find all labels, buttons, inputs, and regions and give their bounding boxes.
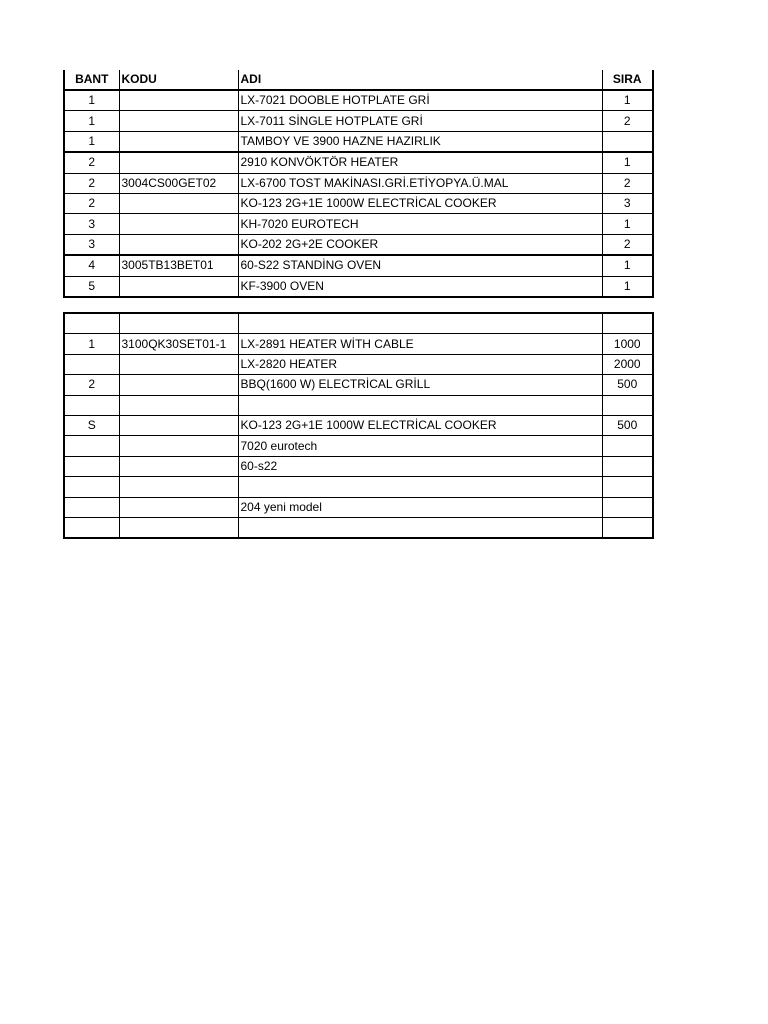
- cell-adi: [238, 313, 602, 334]
- cell-kodu: [119, 193, 238, 213]
- cell-bant: 2: [64, 193, 119, 213]
- cell-kodu: [119, 90, 238, 111]
- table-row: [64, 214, 653, 234]
- cell-sira: 500: [602, 415, 653, 435]
- table-row: [64, 395, 653, 415]
- table-row: [64, 334, 653, 354]
- cell-sira: [602, 456, 653, 476]
- cell-sira: 500: [602, 375, 653, 395]
- cell-sira: 3: [602, 193, 653, 213]
- cell-kodu: 3005TB13BET01: [119, 255, 238, 276]
- cell-adi: 60-s22: [238, 456, 602, 476]
- cell-bant: [64, 395, 119, 415]
- cell-bant: 3: [64, 234, 119, 255]
- cell-kodu: [119, 517, 238, 538]
- cell-adi: LX-6700 TOST MAKİNASI.GRİ.ETİYOPYA.Ü.MAL: [238, 173, 602, 193]
- cell-adi: LX-7011 SİNGLE HOTPLATE GRİ: [238, 111, 602, 131]
- cell-adi: 7020 eurotech: [238, 436, 602, 456]
- cell-bant: 1: [64, 111, 119, 131]
- cell-kodu: [119, 214, 238, 234]
- table-row: [64, 255, 653, 276]
- header-row: [64, 70, 653, 90]
- cell-kodu: [119, 477, 238, 497]
- cell-bant: [64, 313, 119, 334]
- cell-sira: 1: [602, 255, 653, 276]
- cell-kodu: [119, 497, 238, 517]
- cell-kodu: 3100QK30SET01-1: [119, 334, 238, 354]
- cell-bant: 1: [64, 334, 119, 354]
- table-row: [64, 477, 653, 497]
- cell-kodu: [119, 395, 238, 415]
- secondary-table: [63, 312, 654, 539]
- cell-kodu: [119, 375, 238, 395]
- cell-kodu: [119, 234, 238, 255]
- cell-bant: 2: [64, 152, 119, 173]
- cell-sira: 1: [602, 214, 653, 234]
- cell-adi: 204 yeni model: [238, 497, 602, 517]
- cell-adi: LX-2891 HEATER WİTH CABLE: [238, 334, 602, 354]
- cell-kodu: [119, 276, 238, 297]
- table-row: [64, 375, 653, 395]
- cell-sira: [602, 395, 653, 415]
- cell-bant: 1: [64, 90, 119, 111]
- table-row: [64, 436, 653, 456]
- table-row: [64, 152, 653, 173]
- cell-bant: S: [64, 415, 119, 435]
- cell-bant: [64, 517, 119, 538]
- cell-bant: 5: [64, 276, 119, 297]
- table-row: [64, 276, 653, 297]
- table-row: [64, 313, 653, 334]
- cell-adi: [238, 517, 602, 538]
- cell-sira: 2000: [602, 354, 653, 374]
- cell-bant: [64, 477, 119, 497]
- cell-bant: [64, 436, 119, 456]
- cell-kodu: [119, 152, 238, 173]
- cell-kodu: [119, 415, 238, 435]
- cell-bant: [64, 456, 119, 476]
- cell-adi: KO-202 2G+2E COOKER: [238, 234, 602, 255]
- cell-sira: [602, 436, 653, 456]
- header-adi: ADI: [238, 70, 602, 90]
- cell-sira: [602, 313, 653, 334]
- cell-bant: 1: [64, 131, 119, 152]
- cell-sira: 2: [602, 111, 653, 131]
- cell-bant: 3: [64, 214, 119, 234]
- cell-sira: 1000: [602, 334, 653, 354]
- table-row: [64, 456, 653, 476]
- cell-kodu: 3004CS00GET02: [119, 173, 238, 193]
- cell-adi: KH-7020 EUROTECH: [238, 214, 602, 234]
- table-row: [64, 517, 653, 538]
- cell-adi: KO-123 2G+1E 1000W ELECTRİCAL COOKER: [238, 193, 602, 213]
- cell-bant: 2: [64, 375, 119, 395]
- cell-adi: [238, 477, 602, 497]
- cell-sira: [602, 497, 653, 517]
- cell-sira: [602, 517, 653, 538]
- table-row: [64, 234, 653, 255]
- cell-adi: BBQ(1600 W) ELECTRİCAL GRİLL: [238, 375, 602, 395]
- cell-bant: [64, 354, 119, 374]
- cell-sira: 1: [602, 152, 653, 173]
- cell-sira: 1: [602, 90, 653, 111]
- cell-bant: 4: [64, 255, 119, 276]
- cell-adi: TAMBOY VE 3900 HAZNE HAZIRLIK: [238, 131, 602, 152]
- table-row: [64, 131, 653, 152]
- cell-adi: [238, 395, 602, 415]
- header-sira: SIRA: [602, 70, 653, 90]
- table-row: [64, 497, 653, 517]
- cell-adi: 60-S22 STANDİNG OVEN: [238, 255, 602, 276]
- cell-adi: KO-123 2G+1E 1000W ELECTRİCAL COOKER: [238, 415, 602, 435]
- table-row: [64, 90, 653, 111]
- header-bant: BANT: [64, 70, 119, 90]
- cell-kodu: [119, 456, 238, 476]
- header-kodu: KODU: [119, 70, 238, 90]
- production-line-table: [63, 70, 654, 298]
- table-row: [64, 173, 653, 193]
- cell-sira: [602, 131, 653, 152]
- cell-bant: 2: [64, 173, 119, 193]
- table-row: [64, 415, 653, 435]
- cell-adi: LX-7021 DOOBLE HOTPLATE GRİ: [238, 90, 602, 111]
- table-row: [64, 193, 653, 213]
- cell-adi: 2910 KONVÖKTÖR HEATER: [238, 152, 602, 173]
- cell-bant: [64, 497, 119, 517]
- cell-kodu: [119, 436, 238, 456]
- cell-kodu: [119, 131, 238, 152]
- table-row: [64, 111, 653, 131]
- cell-kodu: [119, 111, 238, 131]
- cell-sira: [602, 477, 653, 497]
- cell-adi: LX-2820 HEATER: [238, 354, 602, 374]
- cell-kodu: [119, 313, 238, 334]
- cell-sira: 2: [602, 234, 653, 255]
- cell-sira: 1: [602, 276, 653, 297]
- cell-adi: KF-3900 OVEN: [238, 276, 602, 297]
- table-row: [64, 354, 653, 374]
- cell-kodu: [119, 354, 238, 374]
- cell-sira: 2: [602, 173, 653, 193]
